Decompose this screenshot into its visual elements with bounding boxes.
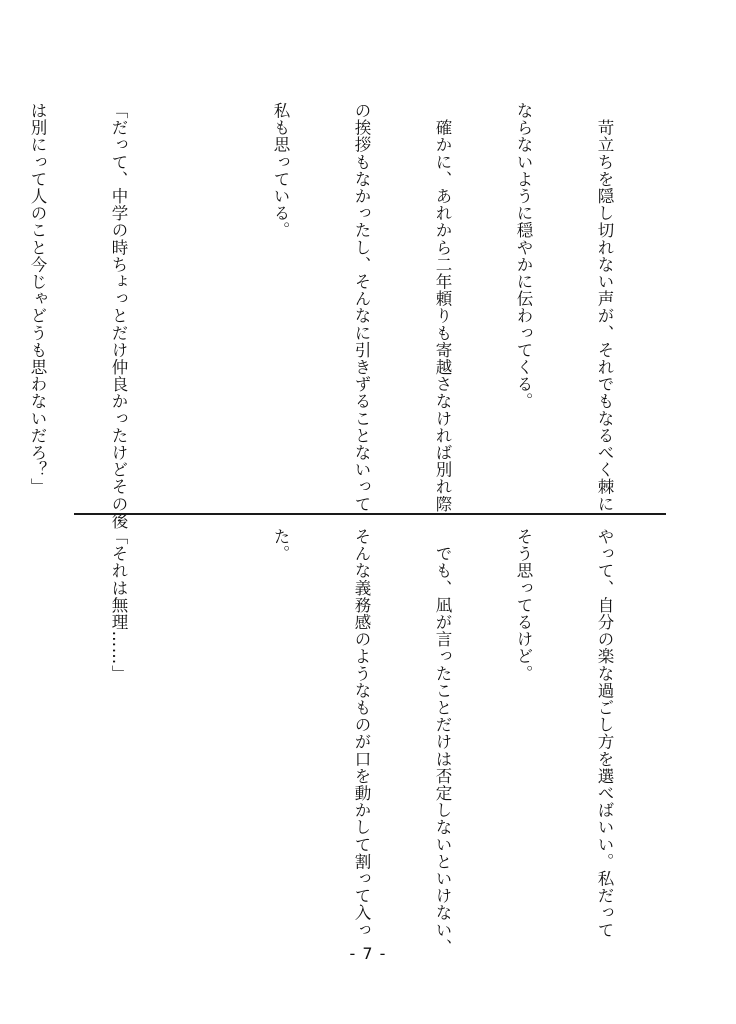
text-line: た。 <box>271 528 290 563</box>
section-divider <box>74 513 666 515</box>
text-line: 苛立ちを隠し切れない声が、それでもなるべく棘に <box>595 102 614 513</box>
text-line: 確かに、あれから二年頼りも寄越さなければ別れ際 <box>433 102 452 513</box>
text-line: でも、凪が言ったことだけは否定しないといけない、 <box>433 528 452 956</box>
text-block-top <box>28 102 672 530</box>
text-line: 私も思っている。 <box>271 102 290 239</box>
page-number: - 7 - <box>349 944 387 963</box>
text-line <box>186 102 213 502</box>
text-line: 「だって、中学の時ちょっとだけ仲良かったけどその後 <box>109 102 128 530</box>
text-line <box>186 528 213 940</box>
text-line: やって、自分の楽な過ごし方を選べばいい。私だって <box>595 528 614 939</box>
text-line: そう思ってるけど。 <box>514 528 533 682</box>
text-line: は別にって人のこと今じゃどうも思わないだろ？」 <box>28 102 47 496</box>
text-block-bottom <box>72 528 672 956</box>
text-line: そんな義務感のようなものが口を動かして割って入っ <box>352 528 371 939</box>
text-line: の挨拶もなかったし、そんなに引きずることないって <box>352 102 371 513</box>
text-line: 「それは無理……」 <box>109 528 128 682</box>
text-line <box>24 528 51 940</box>
text-line: ならないように穏やかに伝わってくる。 <box>514 102 533 410</box>
